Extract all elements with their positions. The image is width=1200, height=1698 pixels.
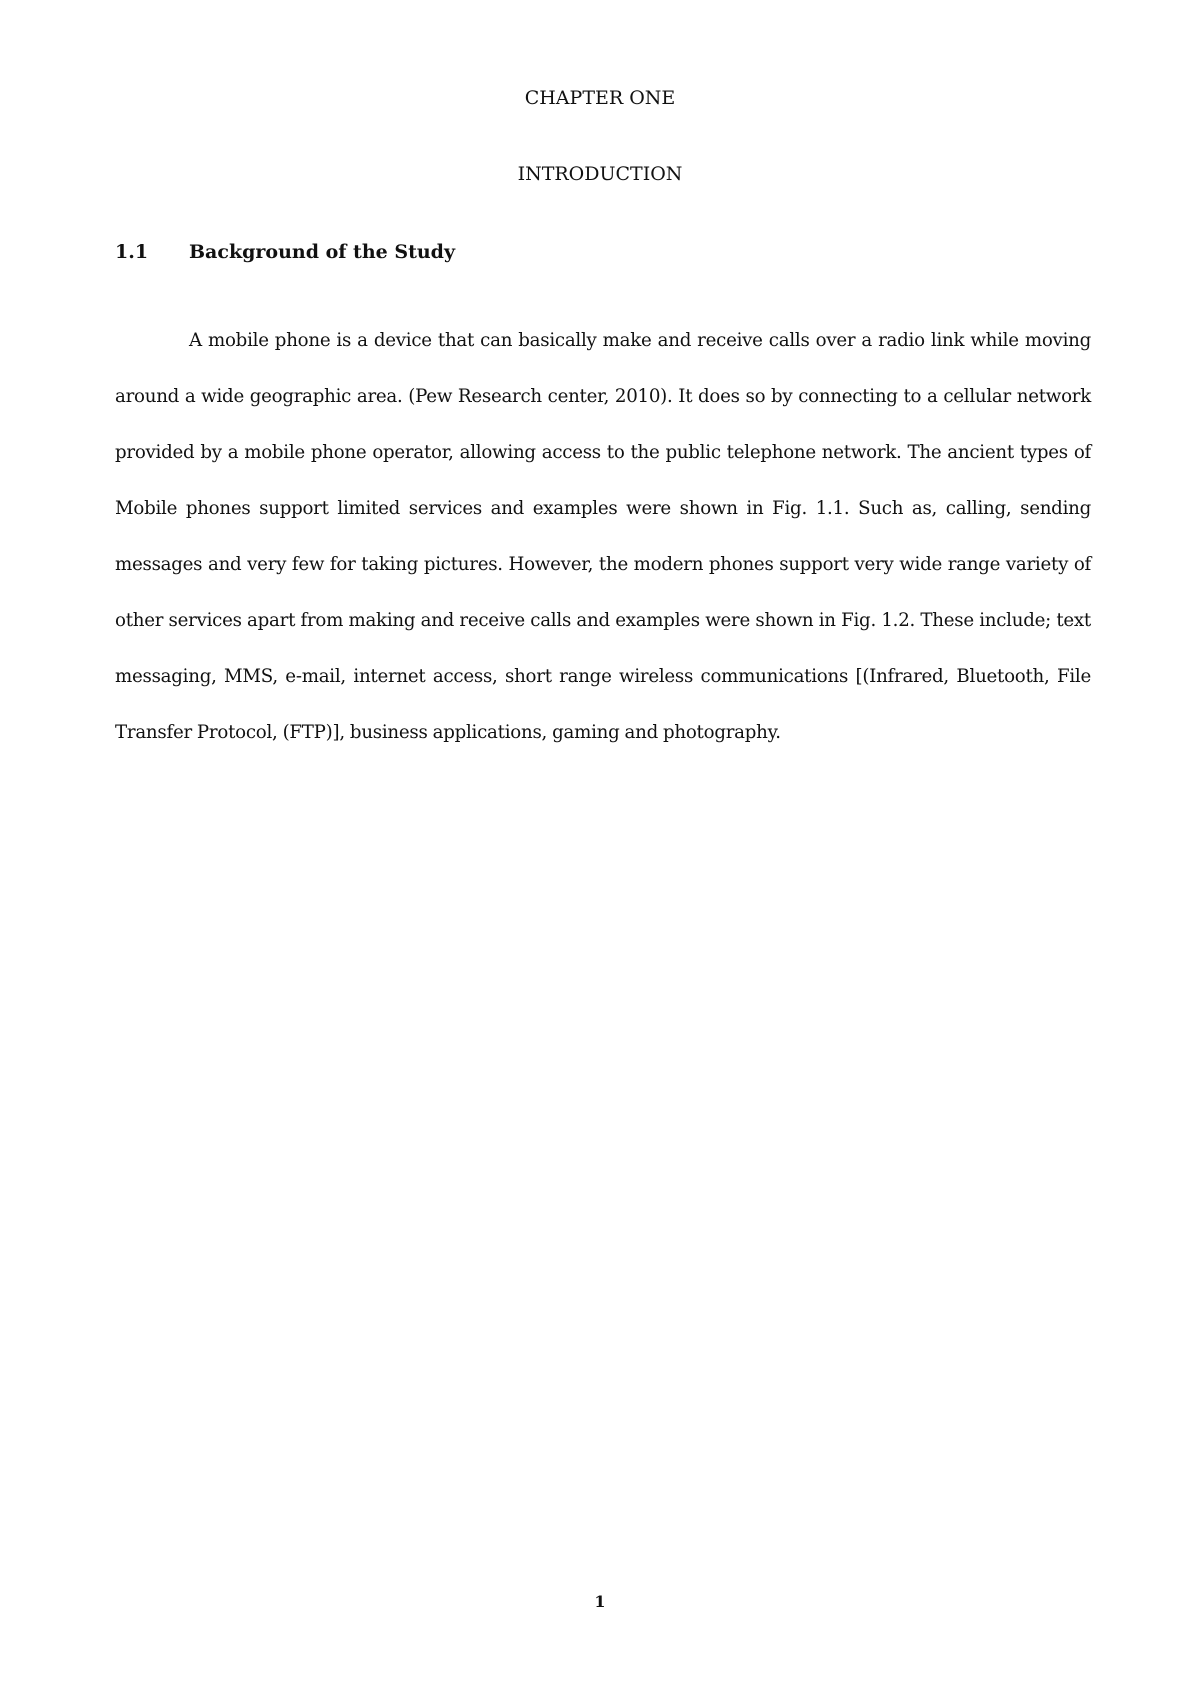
background-paragraph: A mobile phone is a device that can basically make and receive calls over a radio link while moving around a wide geographic area. (Pew Research center, 2010). It does so by connecting to a cellular network provided by a mobile phone operator, allowing access to the public telephone network. The ancient types of Mobile phones support limited services and examples were shown in Fig. 1.1. Such as, calling, sending messages and very few for taking pictures. However, the modern phones support very wide range variety of other services apart from making and receive calls and examples were shown in Fig. 1.2. These include; text messaging, MMS, e-mail, internet access, short range wireless communications [(Infrared, Bluetooth, File Transfer Protocol, (FTP)], business applications, gaming and photography. (115, 330, 1091, 743)
page-number: 1 (594, 1592, 606, 1611)
introduction-title: INTRODUCTION (517, 163, 683, 185)
section-number: 1.1 (115, 241, 149, 263)
chapter-title: CHAPTER ONE (524, 87, 676, 109)
section-heading (115, 240, 1095, 264)
section-title: Background of the Study (189, 241, 455, 263)
